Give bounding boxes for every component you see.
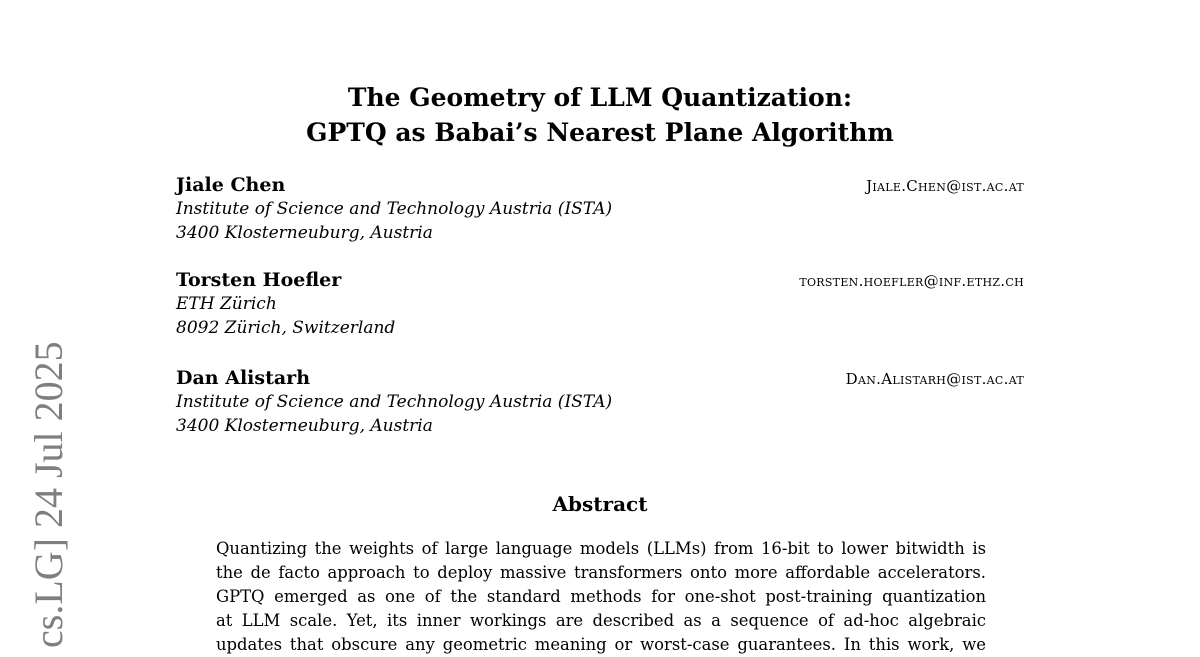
author-name: Torsten Hoefler	[176, 269, 342, 291]
author-name: Dan Alistarh	[176, 367, 311, 389]
author-address: 3400 Klosterneuburg, Austria	[176, 223, 433, 243]
abstract-line: the de facto approach to deploy massive transformers onto more affordable accelerators.	[216, 563, 986, 582]
abstract-line: GPTQ emerged as one of the standard methods for one-shot post-training quantization	[216, 587, 986, 606]
author-affiliation: Institute of Science and Technology Austria (ISTA)	[176, 392, 613, 412]
author-affiliation: Institute of Science and Technology Austria (ISTA)	[176, 199, 613, 219]
author-email[interactable]: torsten.hoefler@inf.ethz.ch	[799, 272, 1024, 290]
arxiv-identifier: cs.LG] 24 Jul 2025	[26, 341, 71, 648]
abstract-line: updates that obscure any geometric meaning or worst-case guarantees. In this work, we	[216, 635, 986, 654]
paper-title	[0, 80, 1200, 150]
author-affiliation: ETH Zürich	[176, 294, 277, 314]
author-address: 3400 Klosterneuburg, Austria	[176, 416, 433, 436]
abstract-body	[216, 537, 986, 657]
abstract-line: Quantizing the weights of large language models (LLMs) from 16-bit to lower bitwidth is	[216, 539, 986, 558]
abstract-line: at LLM scale. Yet, its inner workings are described as a sequence of ad-hoc algebraic	[216, 611, 986, 630]
author-name: Jiale Chen	[176, 174, 286, 196]
author-block-1	[176, 173, 1024, 245]
author-address: 8092 Zürich, Switzerland	[176, 318, 396, 338]
title-line-1: The Geometry of LLM Quantization:	[347, 83, 853, 112]
author-email[interactable]: Jiale.Chen@ist.ac.at	[866, 177, 1024, 195]
abstract-heading: Abstract	[552, 492, 648, 516]
author-block-3	[176, 366, 1024, 438]
author-email[interactable]: Dan.Alistarh@ist.ac.at	[845, 370, 1024, 388]
author-block-2	[176, 268, 1024, 340]
title-line-2: GPTQ as Babai’s Nearest Plane Algorithm	[306, 118, 894, 147]
